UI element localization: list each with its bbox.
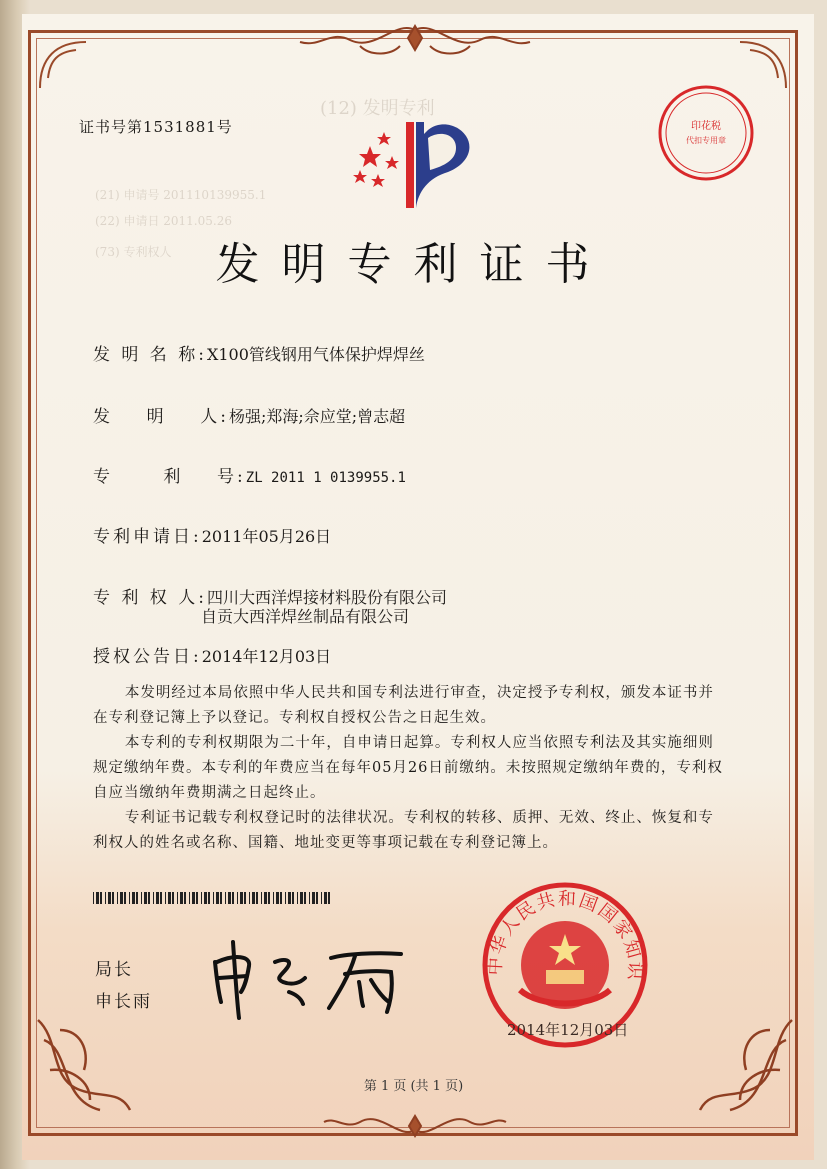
grant-date-row — [93, 642, 331, 667]
paragraph-record: 专利证书记载专利权登记时的法律状况。专利权的转移、质押、无效、终止、恢复和专利权人的姓名或名称、国籍、地址变更等事项记载在专利登记簿上。 — [93, 810, 714, 851]
inventor-row — [93, 402, 405, 427]
invention-name-label: 发 明 名 称: — [93, 345, 207, 365]
show-through-text: (21) 申请号 201110139955.1 — [95, 188, 267, 202]
barcode-bar — [285, 892, 286, 904]
barcode-bar — [220, 892, 222, 904]
invention-name-row — [93, 340, 425, 365]
legal-text — [93, 681, 723, 856]
barcode-bar — [177, 892, 178, 904]
barcode-bar — [93, 892, 94, 904]
bottom-right-corner-ornament — [690, 1010, 800, 1130]
barcode-bar — [276, 892, 279, 904]
barcode-bar — [292, 892, 294, 904]
barcode-bar — [268, 892, 270, 904]
barcode-bar — [244, 892, 246, 904]
barcode-bar — [148, 892, 150, 904]
barcode-bar — [136, 892, 138, 904]
barcode-bar — [264, 892, 267, 904]
director-signature — [205, 932, 425, 1026]
barcode-bar — [124, 892, 126, 904]
barcode-bar — [156, 892, 159, 904]
barcode-bar — [105, 892, 106, 904]
barcode-bar — [240, 892, 243, 904]
filing-date-row — [93, 522, 331, 547]
barcode-bar — [316, 892, 318, 904]
patent-number-label: 专 利 号: — [93, 467, 246, 487]
svg-text:中华人民共和国国家知识产权局: 中华人民共和国国家知识 — [484, 888, 646, 982]
invention-name-value: X100管线钢用气体保护焊焊丝 — [206, 345, 425, 364]
tax-stamp-seal — [656, 83, 756, 187]
page-footer: 第 1 页 (共 1 页) — [363, 1079, 464, 1094]
barcode-bar — [208, 892, 210, 904]
grant-date-value: 2014年12月03日 — [201, 647, 332, 666]
barcode-bar — [249, 892, 250, 904]
document-title: 发明专利证书 — [215, 239, 612, 290]
barcode-bar — [129, 892, 130, 904]
barcode-bar — [297, 892, 298, 904]
patent-number-value: ZL 2011 1 0139955.1 — [245, 470, 406, 486]
barcode-bar — [100, 892, 102, 904]
barcode-bar — [132, 892, 135, 904]
barcode-bar — [165, 892, 166, 904]
filing-date-value: 2011年05月26日 — [201, 527, 332, 546]
official-name: 申长雨 — [95, 992, 152, 1012]
barcode-bar — [273, 892, 274, 904]
show-through-text: (22) 申请日 2011.05.26 — [95, 214, 232, 228]
barcode-bar — [153, 892, 154, 904]
barcode-bar — [324, 892, 327, 904]
barcode-bar — [321, 892, 322, 904]
barcode-bar — [256, 892, 258, 904]
barcode-bar — [328, 892, 330, 904]
barcode-bar — [201, 892, 202, 904]
patent-office-emblem — [348, 112, 478, 216]
patentee-value-2: 自贡大西洋焊丝制品有限公司 — [201, 607, 410, 626]
barcode-bar — [180, 892, 183, 904]
barcode-bar — [196, 892, 198, 904]
barcode-bar — [204, 892, 207, 904]
bottom-left-corner-ornament — [30, 1010, 140, 1130]
barcode-bar — [141, 892, 142, 904]
barcode-bar — [144, 892, 147, 904]
barcode-bar — [160, 892, 162, 904]
filing-date-label: 专利申请日: — [93, 527, 202, 547]
grant-date-label: 授权公告日: — [93, 647, 202, 667]
certificate-number: 证书号第1531881号 — [79, 118, 233, 136]
barcode-bar — [172, 892, 174, 904]
inventor-value: 杨强;郑海;佘应堂;曾志超 — [228, 407, 406, 426]
barcode-bar — [228, 892, 231, 904]
barcode-bar — [168, 892, 171, 904]
inventor-label: 发 明 人: — [93, 407, 229, 427]
barcode-bar — [189, 892, 190, 904]
barcode-bar — [108, 892, 111, 904]
barcode — [93, 889, 333, 901]
barcode-bar — [112, 892, 114, 904]
barcode-bar — [96, 892, 99, 904]
patent-number-row — [93, 462, 406, 487]
paragraph-grant: 本发明经过本局依照中华人民共和国专利法进行审查，决定授予专利权，颁发本证书并在专利登记簿上予以登记。专利权自授权公告之日起生效。 — [93, 685, 714, 726]
barcode-bar — [117, 892, 118, 904]
barcode-bar — [252, 892, 255, 904]
barcode-bar — [216, 892, 219, 904]
barcode-bar — [192, 892, 195, 904]
barcode-bar — [309, 892, 310, 904]
barcode-bar — [288, 892, 291, 904]
barcode-bar — [300, 892, 303, 904]
top-ornament — [290, 22, 540, 62]
barcode-bar — [120, 892, 123, 904]
show-through-text: (73) 专利权人 — [95, 245, 172, 259]
seal-date: 2014年12月03日 — [507, 1021, 629, 1039]
show-through-text: (12) 发明专利 — [320, 98, 435, 119]
official-title: 局长 — [95, 960, 133, 980]
barcode-bar — [261, 892, 262, 904]
patentee-label: 专 利 权 人: — [93, 588, 207, 608]
barcode-bar — [232, 892, 234, 904]
svg-text:印花税: 印花税 — [691, 121, 721, 132]
barcode-bar — [304, 892, 306, 904]
barcode-bar — [213, 892, 214, 904]
barcode-bar — [184, 892, 186, 904]
bottom-ornament — [320, 1100, 510, 1140]
patentee-value-1: 四川大西洋焊接材料股份有限公司 — [206, 588, 447, 607]
barcode-bar — [225, 892, 226, 904]
paragraph-term: 本专利的专利权期限为二十年，自申请日起算。专利权人应当依照专利法及其实施细则规定缴纳年费。本专利的年费应当在每年05月26日前缴纳。未按照规定缴纳年费的，专利权自应当缴纳年费期满之日起终止。 — [93, 735, 723, 801]
barcode-bar — [237, 892, 238, 904]
svg-text:代扣专用章: 代扣专用章 — [686, 136, 726, 145]
barcode-bar — [312, 892, 315, 904]
barcode-bar — [280, 892, 282, 904]
top-left-corner-ornament — [36, 38, 96, 98]
